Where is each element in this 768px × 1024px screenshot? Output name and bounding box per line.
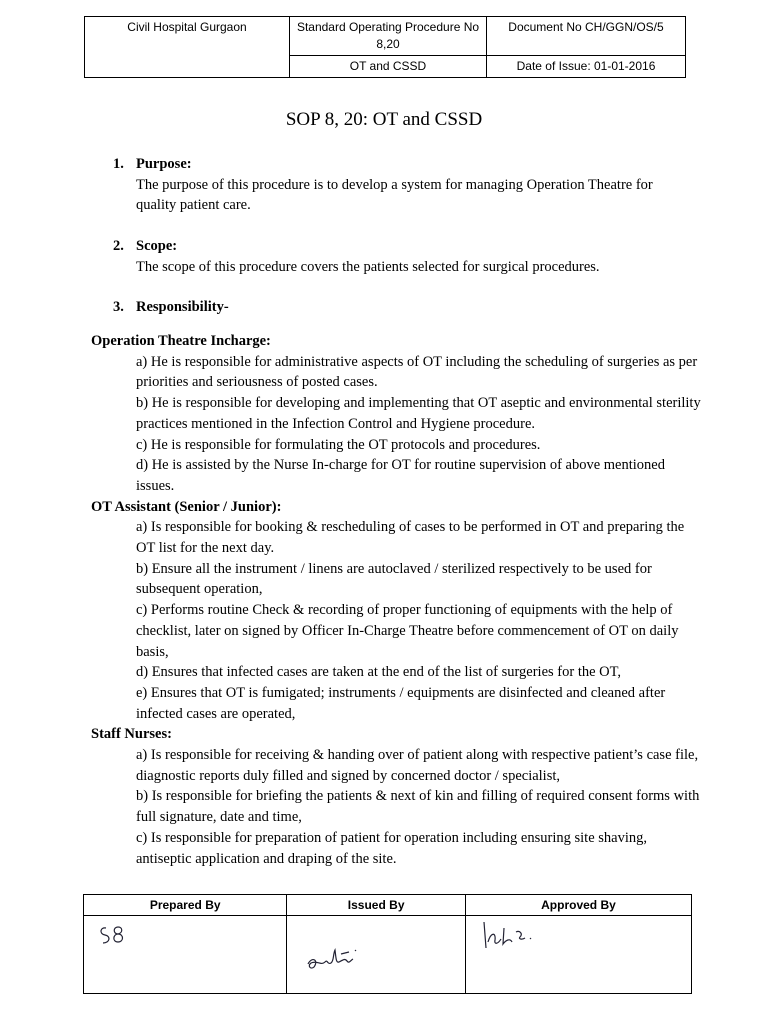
prepared-by-signature-cell — [84, 916, 287, 994]
section-heading: Responsibility- — [136, 299, 229, 315]
role-item: e) Ensures that OT is fumigated; instruments / equipments are disinfected and cleaned after infected cases are operated, — [136, 684, 666, 722]
role-item: a) He is responsible for administrative aspects of OT including the scheduling of surgeries as per priorities and seriousness of posted cases. — [136, 353, 698, 391]
section-responsibility — [113, 297, 229, 318]
role-item: b) Ensure all the instrument / linens are autoclaved / sterilized respectively to be used for subsequent operation, — [136, 560, 652, 598]
role-item: c) He is responsible for formulating the OT protocols and procedures. — [136, 436, 541, 453]
section-scope — [113, 236, 696, 277]
section-heading: Purpose: — [136, 156, 192, 172]
section-heading: Scope: — [136, 238, 178, 254]
approved-by-signature — [476, 918, 556, 954]
date-of-issue: Date of Issue: 01-01-2016 — [487, 56, 686, 78]
document-header-table — [84, 16, 686, 78]
section-number: 3. — [113, 299, 124, 315]
issued-by-signature — [303, 936, 373, 976]
prepared-by-label: Prepared By — [84, 895, 287, 916]
sop-subject: OT and CSSD — [290, 56, 487, 78]
issued-by-signature-cell — [287, 916, 466, 994]
sop-title: Standard Operating Procedure No 8,20 — [290, 17, 487, 56]
role-item: b) He is responsible for developing and implementing that OT aseptic and environmental sterility practices mentioned in the Infection Control and Hygiene procedure. — [136, 395, 701, 432]
section-number: 2. — [113, 238, 124, 254]
section-body: The scope of this procedure covers the patients selected for surgical procedures. — [136, 258, 600, 275]
page-title: SOP 8, 20: OT and CSSD — [285, 109, 483, 130]
section-number: 1. — [113, 156, 124, 172]
role-ot-assistant — [91, 497, 701, 725]
role-item: d) He is assisted by the Nurse In-charge for OT for routine supervision of above mentioned issues. — [136, 457, 665, 494]
role-title: Operation Theatre Incharge: — [91, 333, 271, 349]
document-number: Document No CH/GGN/OS/5 — [487, 17, 686, 56]
role-title: Staff Nurses: — [91, 726, 172, 743]
prepared-by-signature — [96, 922, 136, 952]
role-staff-nurses — [91, 724, 701, 869]
role-ot-incharge — [91, 331, 701, 497]
role-item: a) Is responsible for receiving & handing over of patient along with respective patient’s case file, diagnostic reports duly filled and signed by concerned doctor / specialist, — [136, 747, 699, 784]
approved-by-label: Approved By — [465, 895, 691, 916]
signature-table — [83, 894, 692, 994]
responsibility-roles — [91, 331, 701, 869]
role-item: a) Is responsible for booking & rescheduling of cases to be performed in OT and preparing the OT list for the next day. — [136, 519, 685, 557]
hospital-name: Civil Hospital Gurgaon — [85, 17, 290, 78]
role-title: OT Assistant (Senior / Junior): — [91, 498, 282, 515]
section-purpose — [113, 154, 696, 216]
role-item: d) Ensures that infected cases are taken at the end of the list of surgeries for the OT, — [136, 664, 622, 681]
section-body: The purpose of this procedure is to develop a system for managing Operation Theatre for quality patient care. — [136, 176, 653, 213]
issued-by-label: Issued By — [287, 895, 466, 916]
approved-by-signature-cell — [465, 916, 691, 994]
role-item: c) Is responsible for preparation of patient for operation including ensuring site shaving, antiseptic application and draping of the site. — [136, 829, 647, 867]
role-item: c) Performs routine Check & recording of proper functioning of equipments with the help of checklist, later on signed by Officer In-Charge Theatre before commencement of OT on daily basis, — [136, 602, 679, 660]
role-item: b) Is responsible for briefing the patients & next of kin and filling of required consent forms with full signature, date and time, — [136, 788, 700, 826]
